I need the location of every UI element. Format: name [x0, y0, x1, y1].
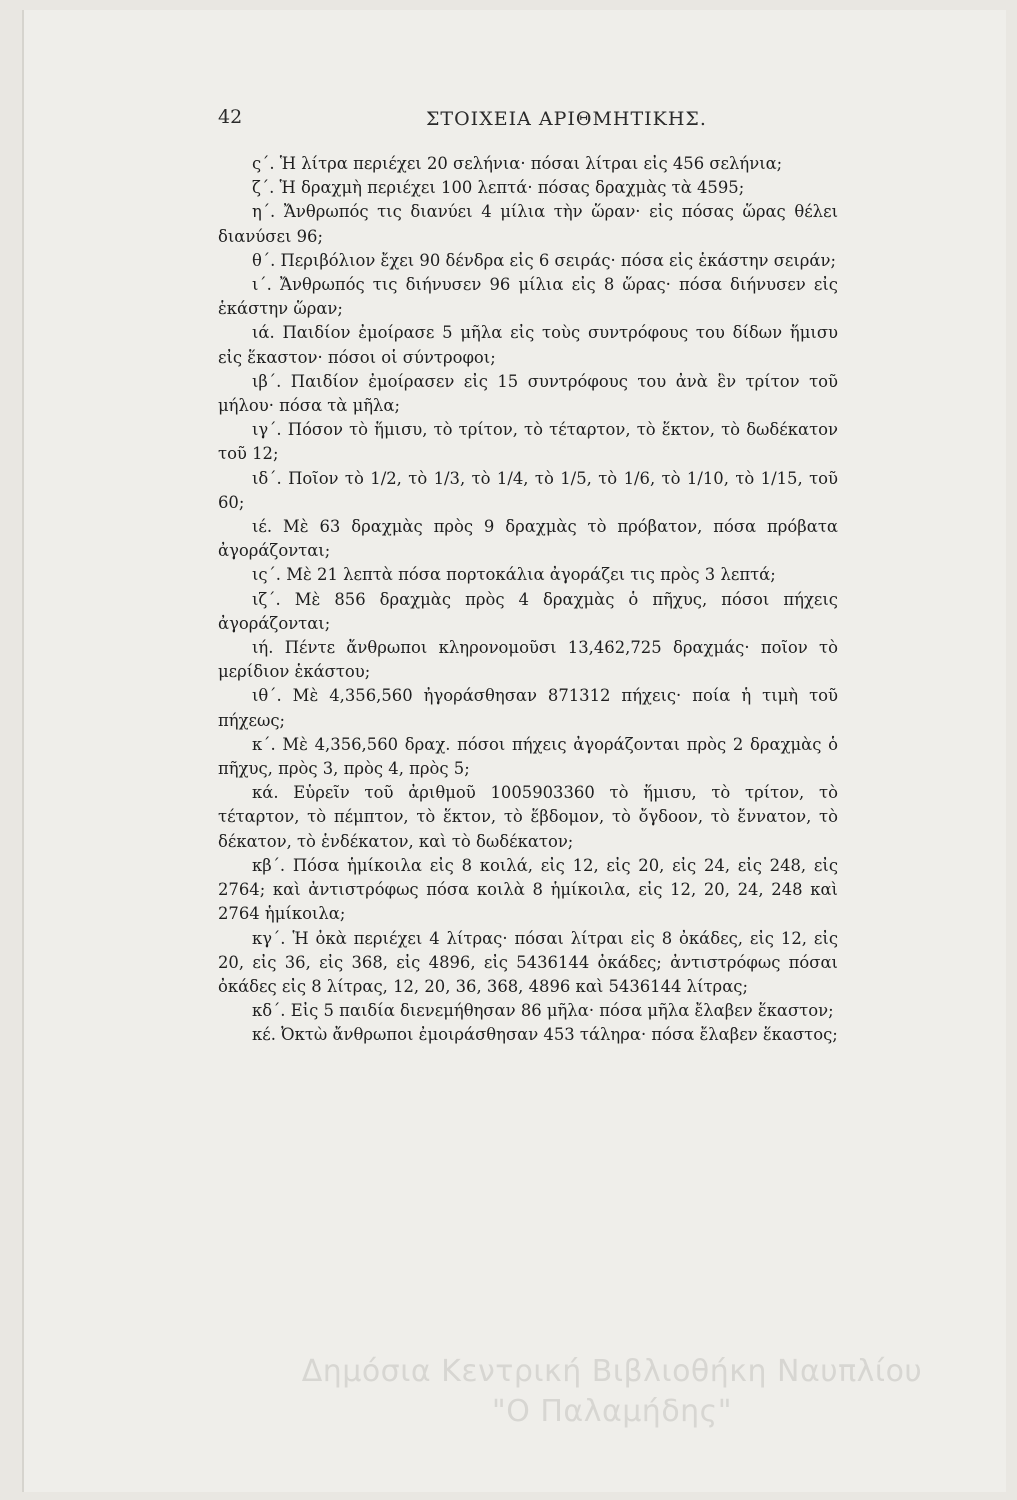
exercise-item: ις΄. Μὲ 21 λεπτὰ πόσα πορτοκάλια ἀγοράζει τις πρὸς 3 λεπτά;: [252, 565, 776, 585]
exercise-item: κδ΄. Εἰς 5 παιδία διενεμήθησαν 86 μῆλα· πόσα μῆλα ἔλαβεν ἕκαστον;: [252, 1001, 834, 1021]
exercise-item: ς΄. Ἡ λίτρα περιέχει 20 σελήνια· πόσαι λίτραι εἰς 456 σελήνια;: [252, 154, 783, 173]
library-watermark: [232, 1352, 992, 1432]
exercise-item: ιβ΄. Παιδίον ἐμοίρασεν εἰς 15 συντρόφους του ἀνὰ ἓν τρίτον τοῦ μήλου· πόσα τὰ μῆλα;: [218, 371, 838, 416]
exercise-item: ιγ΄. Πόσον τὸ ἥμισυ, τὸ τρίτον, τὸ τέταρτον, τὸ ἕκτον, τὸ δωδέκατον τοῦ 12;: [218, 420, 838, 464]
running-title: ΣΤΟΙΧΕΙΑ ΑΡΙΘΜΗΤΙΚΗΣ.: [426, 108, 707, 130]
exercise-list: [218, 152, 838, 1048]
exercise-item: ζ΄. Ἡ δραχμὴ περιέχει 100 λεπτά· πόσας δραχμὰς τὰ 4595;: [252, 178, 745, 198]
exercise-item: ιδ΄. Ποῖον τὸ 1/2, τὸ 1/3, τὸ 1/4, τὸ 1/5, τὸ 1/6, τὸ 1/10, τὸ 1/15, τοῦ 60;: [218, 468, 838, 512]
exercise-item: κβ΄. Πόσα ἡμίκοιλα εἰς 8 κοιλά, εἰς 12, εἰς 20, εἰς 24, εἰς 248, εἰς 2764; καὶ ἀντιστρόφως πόσα κοιλὰ 8 ἡμίκοιλα, εἰς 12, 20, 24, 248 καὶ 2764 ἡμίκοιλα;: [218, 855, 838, 924]
exercise-item: η΄. Ἄνθρωπός τις διανύει 4 μίλια τὴν ὥραν· εἰς πόσας ὥρας θέλει διανύσει 96;: [218, 202, 838, 246]
exercise-item: κ΄. Μὲ 4,356,560 δραχ. πόσοι πήχεις ἀγοράζονται πρὸς 2 δραχμὰς ὁ πῆχυς, πρὸς 3, πρὸς 4, πρὸς 5;: [218, 734, 838, 779]
watermark-line: Δημόσια Κεντρική Βιβλιοθήκη Ναυπλίου: [301, 1354, 923, 1389]
exercise-item: κγ΄. Ἡ ὀκὰ περιέχει 4 λίτρας· πόσαι λίτραι εἰς 8 ὀκάδες, εἰς 12, εἰς 20, εἰς 36, εἰς 368, εἰς 4896, εἰς 5436144 ὀκάδες; ἀντιστρόφως πόσαι ὀκάδες εἰς 8 λίτρας, 12, 20, 36, 368, 4896 καὶ 5436144 λίτρας;: [218, 928, 838, 996]
exercise-item: θ΄. Περιβόλιον ἔχει 90 δένδρα εἰς 6 σειράς· πόσα εἰς ἑκάστην σειράν;: [252, 250, 836, 270]
exercise-item: ιθ΄. Μὲ 4,356,560 ἠγοράσθησαν 871312 πήχεις· ποία ἡ τιμὴ τοῦ πήχεως;: [218, 686, 838, 730]
exercise-item: ιζ΄. Μὲ 856 δραχμὰς πρὸς 4 δραχμὰς ὁ πῆχυς, πόσοι πήχεις ἀγοράζονται;: [218, 589, 838, 633]
page-number: 42: [218, 106, 243, 128]
page-header: [218, 106, 838, 136]
exercise-item: ιέ. Μὲ 63 δραχμὰς πρὸς 9 δραχμὰς τὸ πρόβατον, πόσα πρόβατα ἀγοράζονται;: [218, 517, 838, 561]
exercise-item: κά. Εὑρεῖν τοῦ ἀριθμοῦ 1005903360 τὸ ἥμισυ, τὸ τρίτον, τὸ τέταρτον, τὸ πέμπτον, τὸ ἕκτον, τὸ ἕβδομον, τὸ ὄγδοον, τὸ ἔννατον, τὸ δέκατον, τὸ ἑνδέκατον, καὶ τὸ δωδέκατον;: [218, 783, 838, 851]
watermark-line: "Ο Παλαμήδης": [491, 1394, 733, 1429]
exercise-item: ιή. Πέντε ἄνθρωποι κληρονομοῦσι 13,462,725 δραχμάς· ποῖον τὸ μερίδιον ἑκάστου;: [218, 638, 838, 682]
exercise-item: ι΄. Ἄνθρωπός τις διήνυσεν 96 μίλια εἰς 8 ὥρας· πόσα διήνυσεν εἰς ἑκάστην ὥραν;: [218, 275, 838, 319]
exercise-item: κέ. Ὀκτὼ ἄνθρωποι ἐμοιράσθησαν 453 τάληρα· πόσα ἔλαβεν ἕκαστος;: [252, 1025, 838, 1045]
exercise-item: ιά. Παιδίον ἐμοίρασε 5 μῆλα εἰς τοὺς συντρόφους του δίδων ἥμισυ εἰς ἕκαστον· πόσοι οἱ σύντροφοι;: [218, 323, 838, 367]
